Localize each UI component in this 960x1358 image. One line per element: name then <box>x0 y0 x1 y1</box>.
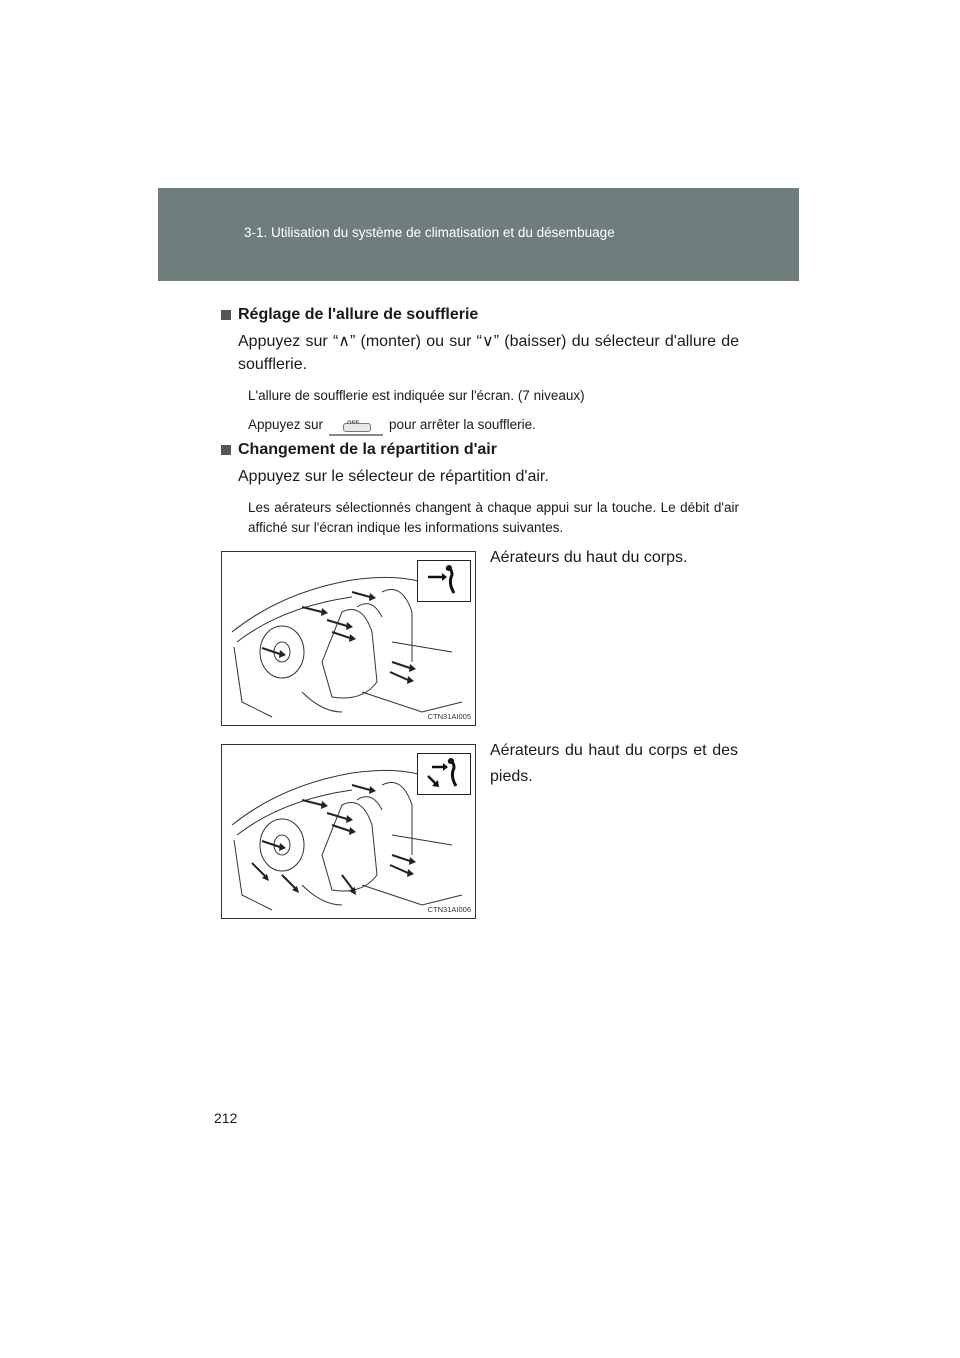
fan-off-button-icon <box>329 414 383 436</box>
fan-speed-heading <box>221 306 739 324</box>
figure-face-vents <box>221 551 476 726</box>
face-vent-icon <box>417 560 471 602</box>
fan-speed-title: Réglage de l'allure de soufflerie <box>238 306 479 323</box>
air-distribution-instruction: Appuyez sur le sélecteur de répartition d'air. <box>238 468 549 485</box>
chapter-title: 3-1. Utilisation du système de climatisation et du désembuage <box>244 225 615 240</box>
fan-speed-note-levels: L'allure de soufflerie est indiquée sur l'écran. (7 niveaux) <box>248 388 585 403</box>
figure-face-feet-vents <box>221 744 476 919</box>
note-off-before: Appuyez sur <box>248 417 324 432</box>
note-off-after: pour arrêter la soufflerie. <box>389 417 536 432</box>
figure-code: CTN31AI005 <box>427 712 471 721</box>
fan-speed-instruction: Appuyez sur “∧” (monter) ou sur “∨” (baisser) du sélecteur d'allure de soufflerie. <box>238 333 739 373</box>
bullet-square-icon <box>221 310 231 320</box>
page-number: 212 <box>214 1110 238 1126</box>
air-distribution-note: Les aérateurs sélectionnés changent à chaque appui sur la touche. Le débit d'air affiché sur l'écran indique les informations suivantes. <box>248 500 739 535</box>
air-distribution-section <box>221 441 739 538</box>
off-button-bar <box>343 423 371 432</box>
caption-face-vents: Aérateurs du haut du corps. <box>490 549 688 566</box>
bullet-square-icon <box>221 445 231 455</box>
caption-face-feet-vents: Aérateurs du haut du corps et des pieds. <box>490 742 738 785</box>
fan-speed-note-off <box>221 414 739 436</box>
air-distribution-title: Changement de la répartition d'air <box>238 441 497 458</box>
figure-code: CTN31AI006 <box>427 905 471 914</box>
fan-speed-section <box>221 306 739 436</box>
air-distribution-heading <box>221 441 739 459</box>
face-feet-vent-icon <box>417 753 471 795</box>
